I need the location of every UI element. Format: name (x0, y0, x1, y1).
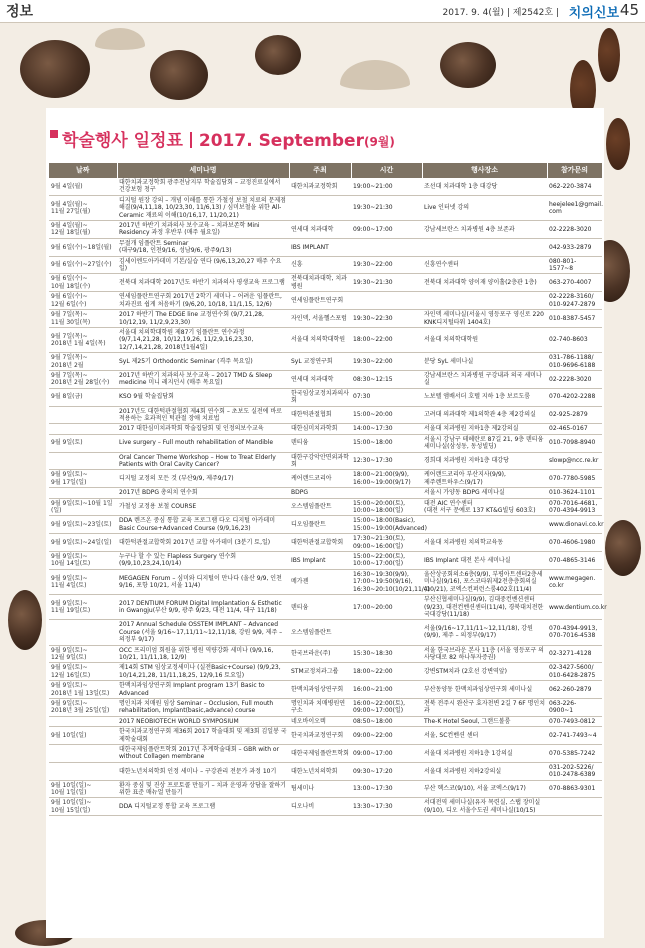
venue-cell: 전북대 치과대학 양이재 양이홀(2층관 1층) (422, 274, 547, 292)
seminar-cell: 제14회 STM 임상교정세미나 (실전Basic+Course) (9/9,23, 10/14,21,28, 11/11,18,25, 12/9,16 토요일) (117, 663, 289, 681)
contact-cell: 02-2228-3020 (547, 370, 602, 388)
table-row (49, 353, 602, 371)
table-row (49, 274, 602, 292)
date-cell: 9월 7일(목)~ 2018년 2월 (49, 353, 117, 371)
time-cell: 17:00~20:00 (351, 595, 422, 620)
time-cell: 15:30~18:30 (351, 645, 422, 663)
venue-cell: 서울, SC컨벤션 센터 (422, 727, 547, 745)
time-cell: 15:00~18:00 (351, 434, 422, 452)
venue-cell: 케어랜드코리아 부산지사(9/9), 제주렌트하우스(9/17) (422, 470, 547, 488)
pinecone-decoration (20, 40, 90, 98)
table-row (49, 595, 602, 620)
time-cell: 16:00~22:00(토), 09:00~17:00(일) (351, 698, 422, 716)
date-cell (49, 762, 117, 780)
seminar-cell: 대한노년치의학회 인정 세미나 – 구강관리 전문가 과정 10기 (117, 762, 289, 780)
contact-cell: 02-465-0167 (547, 424, 602, 434)
venue-cell: 서울(9/16~17,11/11~12,11/18), 강원(9/9), 제주 – 의정부(9/17) (422, 620, 547, 645)
time-cell: 19:30~22:00 (351, 256, 422, 274)
venue-cell: 강변STM치과 (2호선 강변역앞) (422, 663, 547, 681)
contact-cell: 010-7098-8940 (547, 434, 602, 452)
time-cell: 13:00~17:30 (351, 780, 422, 798)
venue-cell: 서울시 가양동 BDPG 세미나실 (422, 488, 547, 498)
date-cell: 9월 9일(토)~23일(토) (49, 516, 117, 534)
host-cell: 대한턱관절협회 (289, 406, 351, 424)
contact-cell: www.dionavi.co.kr (547, 516, 602, 534)
host-cell: 대한노년치의학회 (289, 762, 351, 780)
time-cell: 19:30~21:30 (351, 274, 422, 292)
venue-cell: 노보텔 앰배서더 호텔 지하 1층 보르도룸 (422, 388, 547, 406)
table-row (49, 221, 602, 239)
contact-cell: 062-260-2879 (547, 681, 602, 699)
host-cell: SyL 교정연구회 (289, 353, 351, 371)
date-cell: 9월 6일(수)~18일(월) (49, 238, 117, 256)
seed-decoration (606, 118, 630, 170)
contact-cell: 070-5385-7242 (547, 745, 602, 763)
contact-cell: 080-801-1577~8 (547, 256, 602, 274)
table-row (49, 569, 602, 594)
date-cell (49, 745, 117, 763)
venue-cell: 서울시 강남구 테헤란로 87길 21, 9층 덴티움 세미나실(삼성동, 동성빌딩) (422, 434, 547, 452)
host-cell: 대한심미치과학회 (289, 424, 351, 434)
seminar-cell: 디지털 교정의 모든 것 (부산9/9, 제주9/17) (117, 470, 289, 488)
contact-cell: 031-202-5226/ 010-2478-6389 (547, 762, 602, 780)
seminar-cell: 가철성 교정용 보철 COURSE (117, 498, 289, 516)
table-body (49, 178, 607, 816)
venue-cell: 분당 SyL 세미나실 (422, 353, 547, 371)
table-row (49, 178, 602, 195)
date-cell: 9월 9일(토) (49, 434, 117, 452)
pinecone-decoration (440, 42, 496, 88)
table-row (49, 552, 602, 570)
venue-cell: 울산상공회의소6층(9/9), 부평아트센터2층세미나실(9/16), 포스코타워제2전층층회의실(10/21), 코엑스컨퍼런스룸402호(11/4) (422, 569, 547, 594)
pinecone-decoration (8, 590, 42, 650)
table-row (49, 310, 602, 328)
date-cell: 9월 6일(수)~27일(수) (49, 256, 117, 274)
table-row (49, 195, 602, 220)
host-cell: 자인덱, 서울헬스포럼 (289, 310, 351, 328)
host-cell: 대한턱관절교합학회 (289, 534, 351, 552)
newspaper-name: 치의신보 (568, 6, 619, 21)
seminar-cell: SyL 제25기 Orthodontic Seminar (격주 목요일) (117, 353, 289, 371)
pinecone-decoration (150, 50, 208, 100)
time-cell: 16:00~21:00 (351, 681, 422, 699)
contact-cell: 031-786-1188/ 010-9696-6188 (547, 353, 602, 371)
time-cell (351, 292, 422, 310)
time-cell: 15:00~20:00 (351, 406, 422, 424)
venue-cell: 신흥연수센터 (422, 256, 547, 274)
column-header: 날짜 (49, 163, 117, 178)
contact-cell: 02-2228-3160/ 010-9247-2879 (547, 292, 602, 310)
host-cell: 서울대 치의학대학원 (289, 327, 351, 352)
date-cell: 9월 7일(목)~ 2018년 1월 4일(목) (49, 327, 117, 352)
seminar-cell: DDA 렌즈온 중심 통합 교육 프로그램 다오 디지털 아카데미 Basic Course+Advanced Course (9/9,16,23) (117, 516, 289, 534)
table-row (49, 452, 602, 470)
contact-cell: www.megagen. co.kr (547, 569, 602, 594)
date-cell: 9월 4일(월)~ 12월 18일(월) (49, 221, 117, 239)
contact-cell: 070-4865-3146 (547, 552, 602, 570)
time-cell: 18:00~22:00 (351, 327, 422, 352)
host-cell: 대한국제임플란트학회 (289, 745, 351, 763)
host-cell: 케어랜드코리아 (289, 470, 351, 488)
time-cell: 19:30~22:00 (351, 353, 422, 371)
venue-cell: 부산신협세미나실(9/9), 김대중컨벤션센터(9/23), 대전컨벤션센터(11/4), 경북대치전한국대강당(11/18) (422, 595, 547, 620)
date-cell (49, 424, 117, 434)
venue-cell: 고려대 의과대학 제1의학관 4층 제2강의실 (422, 406, 547, 424)
date-cell: 9월 4일(월)~ 11월 27일(월) (49, 195, 117, 220)
section-label: 정보 (6, 4, 34, 20)
date-cell: 9월 9일(토)~ 12월 16일(토) (49, 663, 117, 681)
contact-cell: 02-3427-5600/ 010-6428-2875 (547, 663, 602, 681)
table-row (49, 663, 602, 681)
contact-cell: www.dentium.co.kr (547, 595, 602, 620)
table-row (49, 238, 602, 256)
venue-cell: 서울대 치과병원 치의학교육동 (422, 534, 547, 552)
date-cell: 9월 9일(토)~ 2018년 1월 13일(토) (49, 681, 117, 699)
host-cell: 디오임플란트 (289, 516, 351, 534)
page-header (0, 0, 645, 23)
date-cell: 9월 9일(토)~ 10월 14일(토) (49, 552, 117, 570)
seminar-cell: KSO 9월 학술집담회 (117, 388, 289, 406)
venue-cell: 서울 한국브라운 본사 11층 (서울 영등포구 의사당대로 82 하나투자증권) (422, 645, 547, 663)
seminar-cell: 디지털 원장 강의 – 개념 이해를 통한 가철성 보철 치료의 문제점 해결(9/4,11,18, 10/23,30, 11/6,13) / 심미보철을 위한 All-Ceramic 재료의 이해(10/16,17, 11/20,21) (117, 195, 289, 220)
column-header: 행사장소 (422, 163, 547, 178)
venue-cell (422, 238, 547, 256)
table-row (49, 681, 602, 699)
column-header: 세미나명 (117, 163, 289, 178)
time-cell: 09:00~17:00 (351, 221, 422, 239)
contact-cell: 02-740-8603 (547, 327, 602, 352)
seminar-cell: 2017 하반기 The EDGE line 교정연수회 (9/7,21,28, 10/12,19, 11/2,9,23,30) (117, 310, 289, 328)
contact-cell: 02-741-7493~4 (547, 727, 602, 745)
venue-cell: 강남세브란스 치과병원 4층 보존과 (422, 221, 547, 239)
title-month: 2017. September (198, 131, 364, 151)
host-cell: 연세대 치과대학 (289, 370, 351, 388)
date-cell: 9월 9일(토)~ 9월 17일(일) (49, 470, 117, 488)
host-cell: 한국브라운(주) (289, 645, 351, 663)
host-cell: 명인치과 치매병원연구소 (289, 698, 351, 716)
table-row (49, 698, 602, 716)
contact-cell: 042-933-2879 (547, 238, 602, 256)
table-row (49, 406, 602, 424)
table-row (49, 434, 602, 452)
date-cell: 9월 9일(토)~24일(일) (49, 534, 117, 552)
title-marker (50, 130, 58, 138)
title-main: 학술행사 일정표 (62, 131, 183, 151)
seed-decoration (598, 28, 620, 82)
date-cell: 9월 10일(일)~ 10월 15일(일) (49, 798, 117, 816)
table-row (49, 620, 602, 645)
host-cell: 오스템임플란트 (289, 498, 351, 516)
seminar-cell: 2017 Annual Schedule OSSTEM IMPLANT – Advanced Course (서울 9/16~17,11/11~12,11/18, 강원 9/9, 제주 – 의정부 9/17) (117, 620, 289, 645)
leaf-decoration (340, 60, 410, 90)
date-cell: 9월 9일(토)~10월 1일(일) (49, 498, 117, 516)
host-cell: 한맥치과임상연구회 (289, 681, 351, 699)
contact-cell: 02-3271-4128 (547, 645, 602, 663)
venue-cell: 부산동양동 한맥치과임상연구회 세미나실 (422, 681, 547, 699)
host-cell: IBS Implant (289, 552, 351, 570)
table-row (49, 292, 602, 310)
seminar-cell: 서울대 치의학대학원 제87기 임플란트 연수과정 (9/7,14,21,28, 10/12,19,26, 11/2,9,16,23,30, 12/7,14,21,28, 2018년1월4일) (117, 327, 289, 352)
venue-cell: 대전 AIC 연수센터 (대전 서구 문예로 137 KT&G빌딩 603호) (422, 498, 547, 516)
schedule-table (49, 163, 607, 816)
date-cell: 9월 9일(토)~ 12월 9일(토) (49, 645, 117, 663)
contact-cell: 062-220-3874 (547, 178, 602, 195)
table-row (49, 470, 602, 488)
contact-cell: 070-8863-9301 (547, 780, 602, 798)
seminar-cell: 명인치과 치매원 임상 Seminar – Occlusion, Full mouth rehabilitation, Implant(basic,advance) course (117, 698, 289, 716)
date-cell: 9월 9일(토)~ 2018년 3월 25일(일) (49, 698, 117, 716)
host-cell: 연세대 치과대학 (289, 221, 351, 239)
page-title (62, 126, 395, 151)
table-row (49, 716, 602, 726)
seminar-cell: 2017년 하반기 치과의사 보수교육 – 2017 TMD & Sleep medicine 미니 레지던시 (매주 목요일) (117, 370, 289, 388)
host-cell: 전북대치과대학, 치과병원 (289, 274, 351, 292)
venue-cell: 조선대 치과대학 1층 대강당 (422, 178, 547, 195)
time-cell (351, 620, 422, 645)
contact-cell (547, 798, 602, 816)
seminar-cell: 대한치과교정학회 광주전남지부 학술집담회 – 교정진료실에서 건강보험 청구 (117, 178, 289, 195)
seminar-cell: 2017년 하반기 치과의사 보수교육 – 치과보존학 Mini Residency 과정 후반부 (매주 월요일) (117, 221, 289, 239)
time-cell: 12:30~17:30 (351, 452, 422, 470)
venue-cell: 자인덱 세미나실(서울시 영등포구 영신로 220 KNK디지털타워 1404호) (422, 310, 547, 328)
time-cell: 19:30~21:30 (351, 195, 422, 220)
table-row (49, 488, 602, 498)
seminar-cell: 대한턱관절교합학회 2017년 교합 아카데미 (3분기 토,일) (117, 534, 289, 552)
table-row (49, 780, 602, 798)
venue-cell: 전북 전주시 완산구 효자천변 2길 7 6F 명인치과 (424, 699, 545, 715)
title-divider (190, 132, 192, 148)
host-cell: IBS IMPLANT (289, 238, 351, 256)
table-row (49, 516, 602, 534)
contact-cell: 070-7493-0812 (547, 716, 602, 726)
venue-cell: 경희대 치과병원 지하1층 대강당 (422, 452, 547, 470)
venue-cell (422, 292, 547, 310)
date-cell (49, 406, 117, 424)
table-row (49, 498, 602, 516)
contact-cell: 010-3624-1101 (547, 488, 602, 498)
host-cell (289, 195, 351, 220)
time-cell: 13:30~17:30 (351, 798, 422, 816)
pinecone-decoration (605, 520, 641, 576)
host-cell: 네오바이오텍 (289, 716, 351, 726)
date-cell: 9월 7일(목)~ 11월 30일(목) (49, 310, 117, 328)
seminar-cell: 2017 DENTIUM FORUM Digital Implantation & Esthetic in Gwangju(부산 9/9, 광주 9/23, 대전 11/4, 대구 11/18) (117, 595, 289, 620)
time-cell: 19:00~21:00 (351, 178, 422, 195)
venue-cell: 서울대 치과병원 지하1층 1강의실 (422, 745, 547, 763)
seminar-cell: 한국치과교정연구회 제36회 2017 학술대회 및 제3회 김일봉 국제학술대회 (117, 727, 289, 745)
host-cell: 한국임상교정치과의사회 (289, 388, 351, 406)
venue-cell: 부산 헥스코(9/10), 서울 코엑스(9/17) (422, 780, 547, 798)
venue-cell: 서대전역 세미나실(유자 목련실, 스탭 장미실(9/10), 디오 서울수도권 세미나실(10/15) (422, 798, 547, 816)
table-row (49, 327, 602, 352)
contact-cell: 02-925-2879 (547, 406, 602, 424)
host-cell: 오스템임플란트 (289, 620, 351, 645)
seminar-cell: 대한국제임플란트학회 2017년 추계학술대회 – GBR with or without Collagen membrane (117, 745, 289, 763)
contact-cell: 070-4606-1980 (547, 534, 602, 552)
host-cell: 신흥 (289, 256, 351, 274)
contact-cell: 070-4394-9913, 070-7016-4538 (547, 620, 602, 645)
pinecone-decoration (255, 35, 301, 75)
host-cell: 디오나비 (289, 798, 351, 816)
host-cell: 대한구강악안면외과학회 (289, 452, 351, 470)
time-cell: 08:50~18:00 (351, 716, 422, 726)
host-cell: 대한치과교정학회 (289, 178, 351, 195)
seminar-cell: 2017 대한심미치과학회 학술집담회 및 인정의보수교육 (117, 424, 289, 434)
time-cell: 14:00~17:30 (351, 424, 422, 434)
venue-cell: IBS Implant 대전 본사 세미나실 (422, 552, 547, 570)
table-row (49, 645, 602, 663)
seminar-cell: Oral Cancer Theme Workshop – How to Treat Elderly Patients with Oral Cavity Cancer? (117, 452, 289, 470)
seminar-cell: 2017년도 대한턱관절협회 제4회 연수회 – 초보도 실전에 바로 적용하는 효과적인 턱관절 장애 치료법 (117, 406, 289, 424)
time-cell (351, 488, 422, 498)
time-cell: 19:30~22:30 (351, 310, 422, 328)
host-cell: STM교정치과그룹 (289, 663, 351, 681)
seminar-cell: 전북대 치과대학 2017년도 하반기 치과의사 평생교육 프로그램 (117, 274, 289, 292)
date-cell: 9월 4일(월) (49, 178, 117, 195)
venue-cell: 서울대 치과병원 지하2강의실 (422, 762, 547, 780)
contact-cell: heejelee1@gmail. com (547, 195, 602, 220)
date-cell (49, 488, 117, 498)
time-cell: 15:00~22:00(토), 10:00~17:00(일) (351, 552, 422, 570)
table-row (49, 424, 602, 434)
seminar-cell: 김세이엔도아카데미 기본/실습 연다 (9/6,13,20,27 매주 수요일) (117, 256, 289, 274)
date-cell: 9월 9일(토)~ 11월 4일(토) (49, 569, 117, 594)
venue-cell: The-K Hotel Seoul, 그랜드볼룸 (422, 716, 547, 726)
contact-cell: 070-7016-4681, 070-4394-9913 (547, 498, 602, 516)
date-cell: 9월 7일(목)~ 2018년 2월 28일(수) (49, 370, 117, 388)
title-month-paren: (9월) (363, 135, 395, 149)
table-row (49, 388, 602, 406)
date-cell: 9월 6일(수)~ 10월 18일(수) (49, 274, 117, 292)
host-cell: 덴티움 (289, 434, 351, 452)
time-cell: 18:00~21:00(9/9), 16:00~19:00(9/17) (351, 470, 422, 488)
table-row (49, 762, 602, 780)
time-cell: 07:30 (351, 388, 422, 406)
time-cell: 09:00~22:00 (351, 727, 422, 745)
time-cell: 16:30~19:30(9/9), 17:00~19:50(9/16), 16:30~20:10(10/21,11/4) (353, 570, 430, 593)
contact-cell: 02-2228-3020 (547, 221, 602, 239)
leaf-decoration (95, 28, 145, 50)
host-cell: 메가젠 (289, 569, 351, 594)
contact-cell: 063-226-0900~1 (547, 698, 602, 716)
seminar-cell: 연세임플란트연구회 2017년 2학기 세미나 – 어려운 임플란트, 치과진료 쉽게 처음하기 (9/6,20, 10/18, 11/1,15, 12/6) (117, 292, 289, 310)
table-row (49, 534, 602, 552)
seminar-cell: 무절개 임플란트 Seminar (대구9/18, 인천9/16, 성남9/6, 광주9/13) (117, 238, 289, 256)
time-cell: 17:30~21:30(토), 09:00~16:00(일) (351, 534, 422, 552)
column-header: 참가문의 (547, 163, 602, 178)
contact-cell: 063-270-4007 (547, 274, 602, 292)
time-cell (351, 238, 422, 256)
table-row (49, 798, 602, 816)
table-row (49, 727, 602, 745)
seminar-cell: MEGAGEN Forum – 심미와 디지털이 만나다 (울산 9/9, 인천 9/16, 포항 10/21, 서울 11/4) (117, 569, 289, 594)
time-cell: 18:00~22:00 (351, 663, 422, 681)
page-number: 45 (619, 1, 639, 19)
seminar-cell: 한맥치과임상연구회 Implant program 13기 Basic to Advanced (117, 681, 289, 699)
seminar-cell: DDA 디지털교정 통합 교육 프로그램 (117, 798, 289, 816)
venue-cell: 서울대 치의학대학원 (422, 327, 547, 352)
contact-cell: 070-4202-2288 (547, 388, 602, 406)
venue-cell: 강남세브란스 치과병원 구강내과 의국 세미나실 (422, 370, 547, 388)
host-cell: 한국치과교정연구회 (289, 727, 351, 745)
host-cell: 덴티움 (289, 595, 351, 620)
time-cell: 08:30~12:15 (351, 370, 422, 388)
table-header-row (49, 163, 602, 178)
seminar-cell: 환자 중심 및 진상 프로토콜 만들기 – 치과 운영과 상담을 잘하기 위한 표준 매뉴얼 만들기 (117, 780, 289, 798)
date-cell: 9월 8일(금) (49, 388, 117, 406)
contact-cell: 070-7780-5985 (547, 470, 602, 488)
date-cell (49, 452, 117, 470)
table-row (49, 745, 602, 763)
host-cell: BDPG (289, 488, 351, 498)
date-cell (49, 716, 117, 726)
date-cell: 9월 9일(토)~ 11월 19일(토) (49, 595, 117, 620)
time-cell: 15:00~20:00(토), 10:00~18:00(일) (351, 498, 422, 516)
time-cell: 09:30~17:20 (351, 762, 422, 780)
time-cell: 09:00~17:00 (351, 745, 422, 763)
seminar-cell: OCC 프리미엄 회원을 위한 병원 역량강화 세미나 (9/9,16, 10/21, 11/11,18, 12/9) (117, 645, 289, 663)
column-header: 시간 (351, 163, 422, 178)
date-cell (49, 620, 117, 645)
venue-cell: 서울대 치과병원 지하1층 제2강의실 (422, 424, 547, 434)
issue-date: 2017. 9. 4(월) | 제2542호 | (442, 8, 559, 18)
column-header: 주최 (289, 163, 351, 178)
venue-cell: Live 인터넷 강의 (422, 195, 547, 220)
venue-cell (422, 516, 547, 534)
seminar-cell: 2017년 BDPG 총의치 연수회 (117, 488, 289, 498)
contact-cell: slowp@ncc.re.kr (547, 452, 602, 470)
date-cell: 9월 10일(일) (49, 727, 117, 745)
contact-cell: 010-8387-5457 (547, 310, 602, 328)
date-cell: 9월 6일(수)~ 12월 6일(수) (49, 292, 117, 310)
date-cell: 9월 10일(일)~ 10월 1일(일) (49, 780, 117, 798)
seminar-cell: 2017 NEOBIOTECH WORLD SYMPOSIUM (117, 716, 289, 726)
host-cell: 연세임플란트연구회 (289, 292, 351, 310)
seminar-cell: 누구나 할 수 있는 Flapless Surgery 연수회 (9/9,10,23,24,10/14) (117, 552, 289, 570)
time-cell: 15:00~18:00(Basic), 15:00~19:00(Advanced) (353, 517, 427, 532)
table-row (49, 370, 602, 388)
host-cell: 팀세미나 (289, 780, 351, 798)
seminar-cell: Live surgery – Full mouth rehabilitation of Mandible (117, 434, 289, 452)
table-row (49, 256, 602, 274)
